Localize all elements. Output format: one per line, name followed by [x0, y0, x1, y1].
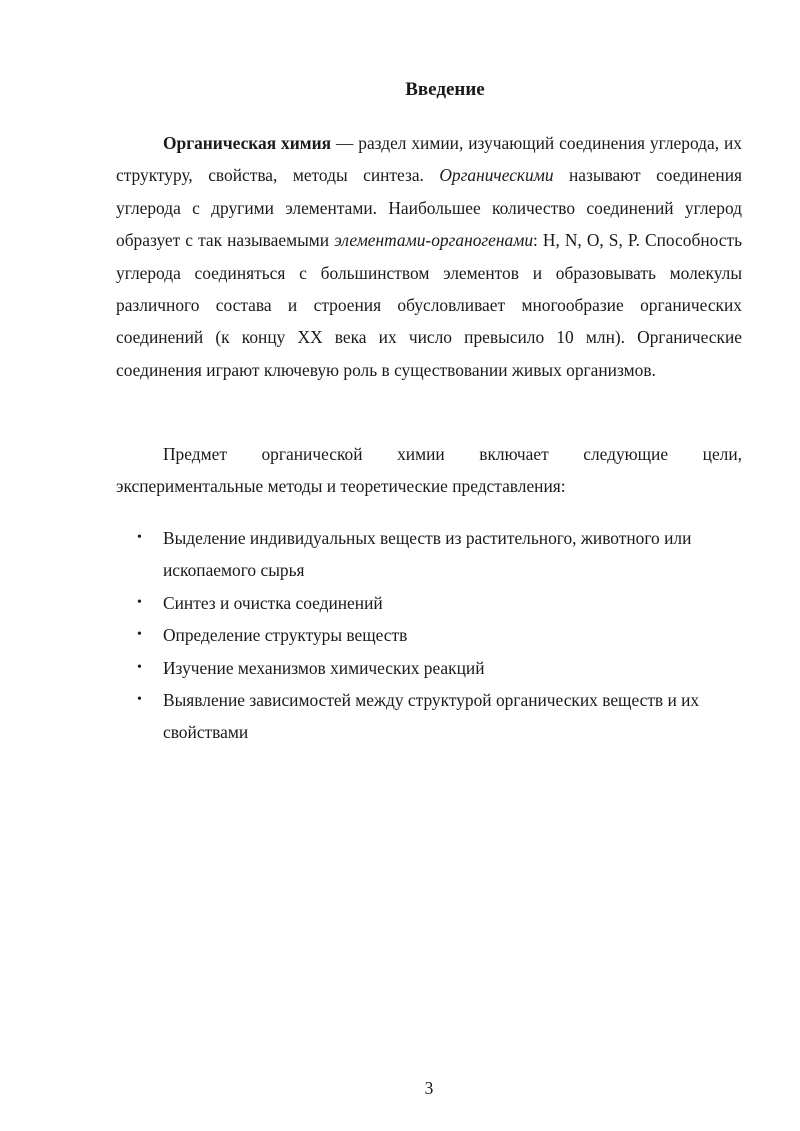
list-item	[116, 652, 742, 684]
paragraph-text: называют соединения углерода с другими элементами. Наибольшее количество соединений углерод образует с так называемыми	[116, 165, 743, 251]
bullet-icon: •	[137, 692, 142, 708]
list-item	[116, 619, 742, 651]
list-item	[116, 684, 742, 749]
bullet-icon: •	[137, 659, 142, 675]
page-title: Введение	[405, 79, 485, 100]
list-item-text: Изучение механизмов химических реакций	[163, 657, 485, 678]
bullet-icon: •	[137, 530, 142, 545]
list-item-text: Определение структуры веществ	[163, 625, 408, 646]
intro-paragraph	[116, 127, 742, 386]
bullet-icon: •	[137, 627, 142, 643]
paragraph-text: — раздел химии, изучающий соединения углерода, их структуру, свойства, методы синтеза.	[116, 133, 742, 186]
subject-paragraph: Предмет органической химии включает следующие цели, экспериментальные методы и теоретические представления:	[116, 444, 742, 497]
list-item-text: Синтез и очистка соединений	[163, 592, 383, 613]
page-number: 3	[424, 1078, 434, 1098]
list-item-text: Выявление зависимостей между структурой органических веществ и их свойствами	[163, 690, 700, 743]
list-item	[116, 522, 742, 587]
paragraph-text: : H, N, O, S, P. Способность углерода соединяться с большинством элементов и образовывать молекулы различного состава и строения обусловливает многообразие органических соединений (к концу XX века их число превысило 10 млн). Органические соединения играют ключевую роль в существовании живых организмов.	[116, 230, 742, 380]
document-page	[116, 0, 742, 1131]
bullet-list	[116, 522, 742, 749]
bullet-icon: •	[137, 594, 142, 610]
emphasis-organic: Органическими	[439, 165, 554, 186]
list-item-text: Выделение индивидуальных веществ из растительного, животного или ископаемого сырья	[163, 528, 692, 581]
emphasis-organogens: элементами-органогенами	[334, 230, 534, 251]
list-item	[116, 587, 742, 619]
term-organic-chemistry: Органическая химия	[163, 133, 332, 153]
